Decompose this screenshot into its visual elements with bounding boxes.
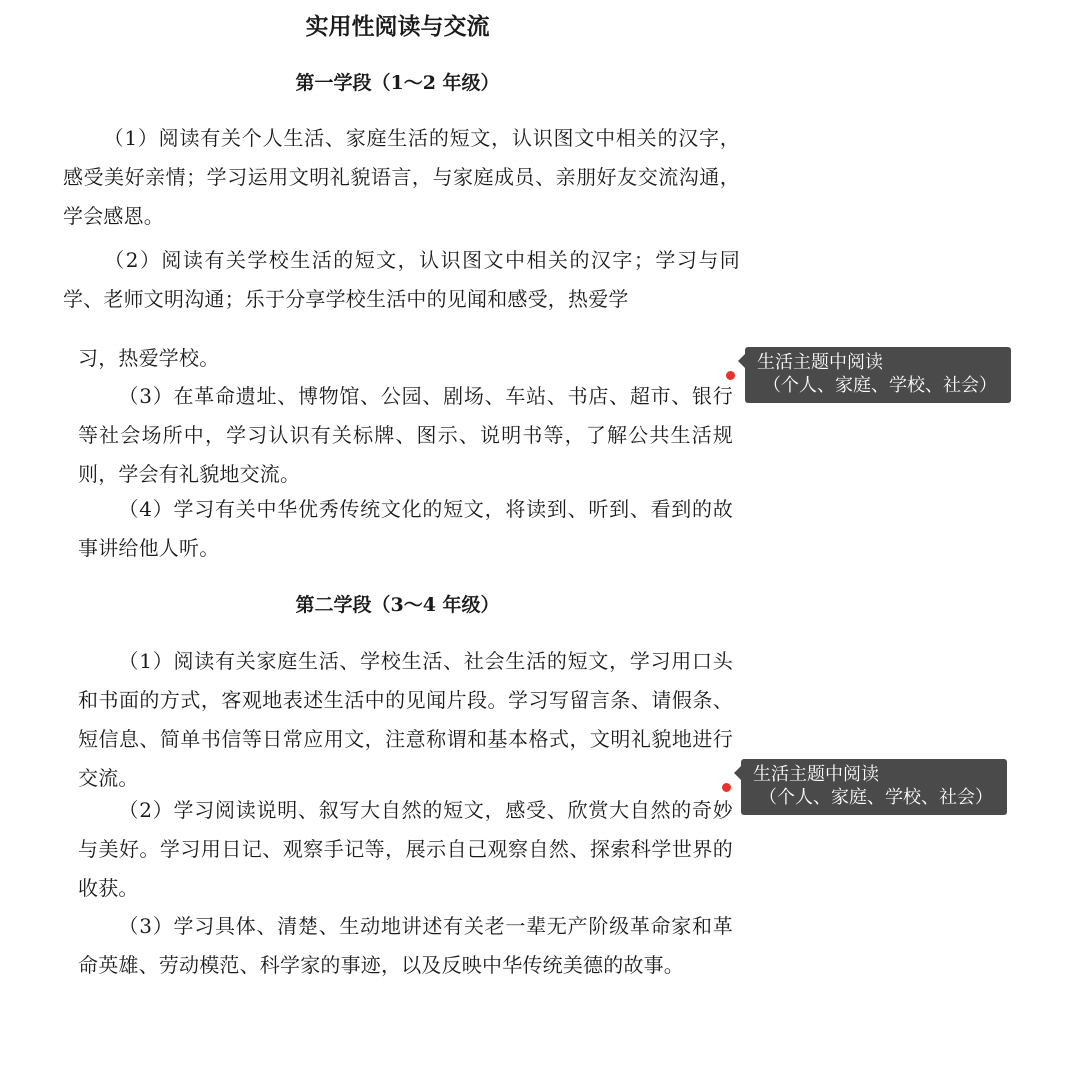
stage1-paragraph-1: （1）阅读有关个人生活、家庭生活的短文，认识图文中相关的汉字，感受美好亲情；学习运用文明礼貌语言，与家庭成员、亲朋好友交流沟通，学会感恩。	[63, 126, 740, 228]
annotation-line-1: 生活主题中阅读	[753, 764, 879, 785]
annotation-line-2: （个人、家庭、学校、社会）	[759, 787, 993, 808]
annotation-bubble	[745, 347, 1011, 403]
annotation-life-theme-1[interactable]	[726, 347, 1011, 403]
stage1-paragraph-2-continued: 习，热爱学校。	[78, 346, 220, 370]
annotation-life-theme-2[interactable]	[722, 759, 1007, 815]
annotation-line-1: 生活主题中阅读	[757, 352, 883, 373]
annotation-marker-dot	[722, 783, 731, 792]
annotation-marker-dot	[726, 371, 735, 380]
stage2-paragraph-2: （2）学习阅读说明、叙写大自然的短文，感受、欣赏大自然的奇妙与美好。学习用日记、观察手记等，展示自己观察自然、探索科学世界的收获。	[78, 798, 733, 900]
stage1-paragraph-3: （3）在革命遗址、博物馆、公园、剧场、车站、书店、超市、银行等社会场所中，学习认识有关标牌、图示、说明书等，了解公共生活规则，学会有礼貌地交流。	[78, 384, 733, 486]
stage2-paragraph-1: （1）阅读有关家庭生活、学校生活、社会生活的短文，学习用口头和书面的方式，客观地表述生活中的见闻片段。学习写留言条、请假条、短信息、简单书信等日常应用文，注意称谓和基本格式，文明礼貌地进行交流。	[78, 649, 733, 790]
stage1-heading: 第一学段（1～2 年级）	[295, 72, 500, 94]
stage1-paragraph-2: （2）阅读有关学校生活的短文，认识图文中相关的汉字；学习与同学、老师文明沟通；乐于分享学校生活中的见闻和感受，热爱学	[63, 248, 740, 311]
annotation-line-2: （个人、家庭、学校、社会）	[763, 375, 997, 396]
stage2-heading: 第二学段（3～4 年级）	[295, 594, 500, 616]
stage1-paragraph-4: （4）学习有关中华优秀传统文化的短文，将读到、听到、看到的故事讲给他人听。	[78, 497, 733, 560]
annotation-bubble	[741, 759, 1007, 815]
stage2-paragraph-3: （3）学习具体、清楚、生动地讲述有关老一辈无产阶级革命家和革命英雄、劳动模范、科学家的事迹，以及反映中华传统美德的故事。	[78, 914, 733, 977]
page-title: 实用性阅读与交流	[305, 14, 490, 40]
